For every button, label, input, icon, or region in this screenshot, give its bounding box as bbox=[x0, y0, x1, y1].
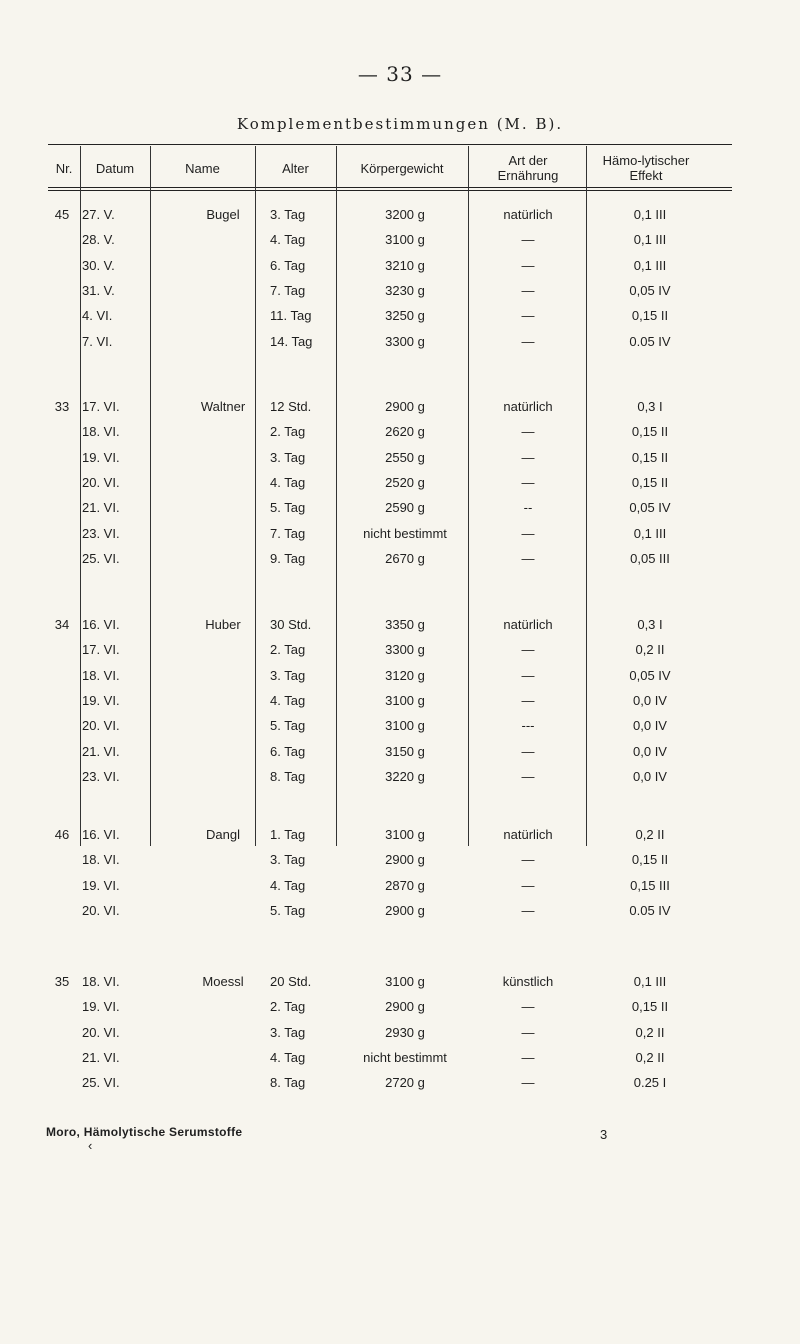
table-row bbox=[48, 878, 738, 903]
row-gewicht: 2900 g bbox=[385, 399, 425, 414]
table-row bbox=[48, 526, 738, 551]
row-alter: 20 Std. bbox=[270, 974, 312, 989]
row-alter: 30 Std. bbox=[270, 617, 312, 632]
table-row bbox=[48, 827, 738, 852]
row-ernaehrung: natürlich bbox=[503, 827, 553, 842]
row-alter: 6. Tag bbox=[270, 743, 306, 759]
row-gewicht: 3250 g bbox=[385, 308, 425, 324]
row-alter: 4. Tag bbox=[270, 1049, 306, 1065]
table-row bbox=[48, 207, 738, 232]
row-ernaehrung: — bbox=[521, 1049, 535, 1065]
row-datum: 4. VI. bbox=[82, 308, 113, 324]
row-datum: 19. VI. bbox=[82, 999, 120, 1015]
row-ernaehrung: — bbox=[521, 282, 535, 298]
row-ernaehrung: — bbox=[521, 642, 535, 658]
row-datum: 25. VI. bbox=[82, 1075, 120, 1091]
row-gewicht: 2720 g bbox=[385, 1075, 425, 1091]
row-alter: 5. Tag bbox=[270, 718, 306, 734]
row-effekt: 0,0 IV bbox=[633, 743, 667, 759]
row-effekt: 0,05 III bbox=[630, 550, 670, 566]
table-row bbox=[48, 334, 738, 359]
row-ernaehrung: — bbox=[521, 999, 535, 1015]
row-datum: 31. V. bbox=[82, 282, 115, 298]
table-row bbox=[48, 399, 738, 424]
row-alter: 2. Tag bbox=[270, 642, 306, 658]
row-effekt: 0,15 II bbox=[631, 424, 669, 440]
row-effekt: 0,05 IV bbox=[629, 667, 671, 683]
row-effekt: 0,2 II bbox=[635, 1024, 665, 1040]
table-row bbox=[48, 693, 738, 718]
row-datum: 19. VI. bbox=[82, 692, 120, 708]
row-gewicht: 3100 g bbox=[385, 974, 425, 989]
row-ernaehrung: — bbox=[521, 308, 535, 324]
row-datum: 23. VI. bbox=[82, 525, 120, 541]
row-datum: 18. VI. bbox=[82, 852, 120, 868]
row-gewicht: 3100 g bbox=[385, 827, 425, 842]
row-datum: 18. VI. bbox=[82, 974, 120, 989]
row-effekt: 0,3 I bbox=[637, 617, 663, 632]
row-ernaehrung: — bbox=[521, 667, 535, 683]
table-row bbox=[48, 551, 738, 576]
row-alter: 2. Tag bbox=[270, 999, 306, 1015]
row-ernaehrung: — bbox=[521, 877, 535, 893]
header-ernaehrung: Art der Ernährung bbox=[497, 153, 559, 183]
row-nr: 34 bbox=[54, 617, 70, 632]
row-alter: 4. Tag bbox=[270, 877, 306, 893]
table-row bbox=[48, 475, 738, 500]
row-gewicht: 2520 g bbox=[385, 474, 425, 490]
page-number: — 33 — bbox=[357, 62, 443, 86]
table-row bbox=[48, 500, 738, 525]
row-alter: 4. Tag bbox=[270, 474, 306, 490]
row-alter: 7. Tag bbox=[270, 282, 306, 298]
row-ernaehrung: — bbox=[521, 550, 535, 566]
row-name: Waltner bbox=[200, 399, 246, 414]
row-gewicht: nicht bestimmt bbox=[363, 525, 447, 541]
row-effekt: 0,15 II bbox=[631, 852, 669, 868]
table-row bbox=[48, 1075, 738, 1100]
row-ernaehrung: — bbox=[521, 1075, 535, 1091]
row-gewicht: 3220 g bbox=[385, 768, 425, 784]
header-nr: Nr. bbox=[55, 160, 73, 176]
row-alter: 11. Tag bbox=[270, 308, 312, 324]
row-datum: 27. V. bbox=[82, 207, 115, 222]
row-gewicht: 3100 g bbox=[385, 692, 425, 708]
row-nr: 35 bbox=[54, 974, 70, 989]
row-gewicht: 3210 g bbox=[385, 257, 425, 273]
row-datum: 17. VI. bbox=[82, 642, 120, 658]
row-ernaehrung: — bbox=[521, 852, 535, 868]
row-datum: 28. V. bbox=[82, 232, 115, 248]
footer-signature: 3 bbox=[600, 1127, 608, 1142]
row-alter: 8. Tag bbox=[270, 768, 306, 784]
row-gewicht: 3200 g bbox=[385, 207, 425, 222]
row-name: Huber bbox=[205, 617, 241, 632]
row-effekt: 0,0 IV bbox=[633, 692, 667, 708]
row-effekt: 0,05 IV bbox=[629, 500, 671, 516]
table-row bbox=[48, 424, 738, 449]
row-datum: 25. VI. bbox=[82, 550, 120, 566]
row-alter: 6. Tag bbox=[270, 257, 306, 273]
row-gewicht: 3100 g bbox=[385, 718, 425, 734]
row-effekt: 0,0 IV bbox=[633, 718, 667, 734]
row-ernaehrung: natürlich bbox=[503, 207, 553, 222]
row-datum: 18. VI. bbox=[82, 424, 120, 440]
row-ernaehrung: — bbox=[521, 525, 535, 541]
table-row bbox=[48, 744, 738, 769]
row-alter: 4. Tag bbox=[270, 692, 306, 708]
row-effekt: 0.25 I bbox=[633, 1075, 667, 1091]
row-datum: 21. VI. bbox=[82, 1049, 120, 1065]
row-name: Moessl bbox=[202, 974, 244, 989]
row-ernaehrung: natürlich bbox=[503, 617, 553, 632]
row-datum: 20. VI. bbox=[82, 902, 120, 918]
table-row bbox=[48, 769, 738, 794]
header-koerpergewicht: Körpergewicht bbox=[360, 160, 444, 176]
row-alter: 8. Tag bbox=[270, 1075, 306, 1091]
row-gewicht: 3300 g bbox=[385, 333, 425, 349]
row-nr: 46 bbox=[54, 827, 70, 842]
row-alter: 1. Tag bbox=[270, 827, 306, 842]
row-gewicht: 2670 g bbox=[385, 550, 425, 566]
row-gewicht: 2900 g bbox=[385, 902, 425, 918]
row-effekt: 0,1 III bbox=[633, 207, 667, 222]
header-haemolytisch: Hämo-lytischer Effekt bbox=[602, 153, 690, 183]
row-gewicht: 2930 g bbox=[385, 1024, 425, 1040]
table-row bbox=[48, 258, 738, 283]
row-datum: 18. VI. bbox=[82, 667, 120, 683]
row-datum: 21. VI. bbox=[82, 743, 120, 759]
row-gewicht: 3120 g bbox=[385, 667, 425, 683]
row-datum: 19. VI. bbox=[82, 877, 120, 893]
header-name: Name bbox=[185, 160, 220, 176]
row-alter: 3. Tag bbox=[270, 852, 306, 868]
row-gewicht: 3300 g bbox=[385, 642, 425, 658]
table-row bbox=[48, 308, 738, 333]
row-alter: 14. Tag bbox=[270, 333, 313, 349]
row-ernaehrung: -- bbox=[523, 500, 533, 516]
row-effekt: 0,1 III bbox=[633, 232, 667, 248]
row-effekt: 0,15 II bbox=[631, 308, 669, 324]
footer-mark: ‹ bbox=[88, 1138, 93, 1153]
row-gewicht: nicht bestimmt bbox=[363, 1049, 447, 1065]
table-row bbox=[48, 232, 738, 257]
row-ernaehrung: — bbox=[521, 424, 535, 440]
row-effekt: 0,1 III bbox=[633, 257, 667, 273]
row-datum: 30. V. bbox=[82, 257, 115, 273]
row-ernaehrung: — bbox=[521, 692, 535, 708]
row-gewicht: 2900 g bbox=[385, 999, 425, 1015]
row-ernaehrung: — bbox=[521, 768, 535, 784]
row-gewicht: 2900 g bbox=[385, 852, 425, 868]
row-ernaehrung: — bbox=[521, 474, 535, 490]
row-ernaehrung: — bbox=[521, 902, 535, 918]
table-row bbox=[48, 617, 738, 642]
row-alter: 4. Tag bbox=[270, 232, 306, 248]
row-ernaehrung: — bbox=[521, 333, 535, 349]
row-effekt: 0,2 II bbox=[635, 642, 665, 658]
table-row bbox=[48, 852, 738, 877]
table-row bbox=[48, 718, 738, 743]
row-alter: 3. Tag bbox=[270, 1024, 306, 1040]
row-ernaehrung: --- bbox=[521, 718, 535, 734]
table-row bbox=[48, 1050, 738, 1075]
row-name: Bugel bbox=[206, 207, 240, 222]
table-row bbox=[48, 999, 738, 1024]
row-effekt: 0,05 IV bbox=[629, 282, 671, 298]
row-effekt: 0,15 II bbox=[631, 474, 669, 490]
row-effekt: 0,2 II bbox=[635, 827, 665, 842]
header-datum: Datum bbox=[95, 160, 135, 176]
row-alter: 7. Tag bbox=[270, 525, 306, 541]
row-effekt: 0,2 II bbox=[635, 1049, 665, 1065]
row-datum: 23. VI. bbox=[82, 768, 120, 784]
row-datum: 7. VI. bbox=[82, 333, 113, 349]
table-row bbox=[48, 974, 738, 999]
row-effekt: 0,15 II bbox=[631, 449, 669, 465]
row-alter: 9. Tag bbox=[270, 550, 306, 566]
row-datum: 20. VI. bbox=[82, 474, 120, 490]
header-alter: Alter bbox=[282, 160, 309, 176]
row-alter: 3. Tag bbox=[270, 207, 306, 222]
row-gewicht: 2550 g bbox=[385, 449, 425, 465]
row-ernaehrung: — bbox=[521, 257, 535, 273]
row-gewicht: 2590 g bbox=[385, 500, 425, 516]
row-gewicht: 3350 g bbox=[385, 617, 425, 632]
row-effekt: 0,1 III bbox=[633, 525, 667, 541]
row-datum: 16. VI. bbox=[82, 827, 120, 842]
row-effekt: 0,3 I bbox=[637, 399, 663, 414]
table-row bbox=[48, 1025, 738, 1050]
table-row bbox=[48, 283, 738, 308]
row-datum: 20. VI. bbox=[82, 718, 120, 734]
row-datum: 17. VI. bbox=[82, 399, 120, 414]
row-alter: 2. Tag bbox=[270, 424, 306, 440]
row-ernaehrung: künstlich bbox=[502, 974, 554, 989]
row-effekt: 0.05 IV bbox=[629, 902, 671, 918]
table-row bbox=[48, 903, 738, 928]
row-alter: 3. Tag bbox=[270, 449, 306, 465]
row-effekt: 0,1 III bbox=[633, 974, 667, 989]
row-gewicht: 2620 g bbox=[385, 424, 425, 440]
row-nr: 45 bbox=[54, 207, 70, 222]
row-effekt: 0,0 IV bbox=[633, 768, 667, 784]
row-ernaehrung: — bbox=[521, 743, 535, 759]
row-ernaehrung: natürlich bbox=[503, 399, 553, 414]
row-gewicht: 2870 g bbox=[385, 877, 425, 893]
row-gewicht: 3100 g bbox=[385, 232, 425, 248]
row-nr: 33 bbox=[54, 399, 70, 414]
row-alter: 3. Tag bbox=[270, 667, 306, 683]
row-alter: 12 Std. bbox=[270, 399, 312, 414]
row-ernaehrung: — bbox=[521, 449, 535, 465]
footer-source: Moro, Hämolytische Serumstoffe bbox=[46, 1125, 243, 1139]
row-datum: 16. VI. bbox=[82, 617, 120, 632]
table-row bbox=[48, 668, 738, 693]
row-name: Dangl bbox=[206, 827, 240, 842]
table-title: Komplementbestimmungen (M. B). bbox=[236, 115, 564, 133]
row-effekt: 0,15 III bbox=[630, 877, 670, 893]
row-alter: 5. Tag bbox=[270, 902, 306, 918]
table-row bbox=[48, 450, 738, 475]
row-ernaehrung: — bbox=[521, 232, 535, 248]
table-row bbox=[48, 642, 738, 667]
row-gewicht: 3230 g bbox=[385, 282, 425, 298]
row-effekt: 0,15 II bbox=[631, 999, 669, 1015]
table-top-rule bbox=[48, 144, 732, 145]
row-gewicht: 3150 g bbox=[385, 743, 425, 759]
row-datum: 19. VI. bbox=[82, 449, 120, 465]
row-datum: 20. VI. bbox=[82, 1024, 120, 1040]
row-datum: 21. VI. bbox=[82, 500, 120, 516]
row-effekt: 0.05 IV bbox=[629, 333, 671, 349]
row-ernaehrung: — bbox=[521, 1024, 535, 1040]
row-alter: 5. Tag bbox=[270, 500, 306, 516]
